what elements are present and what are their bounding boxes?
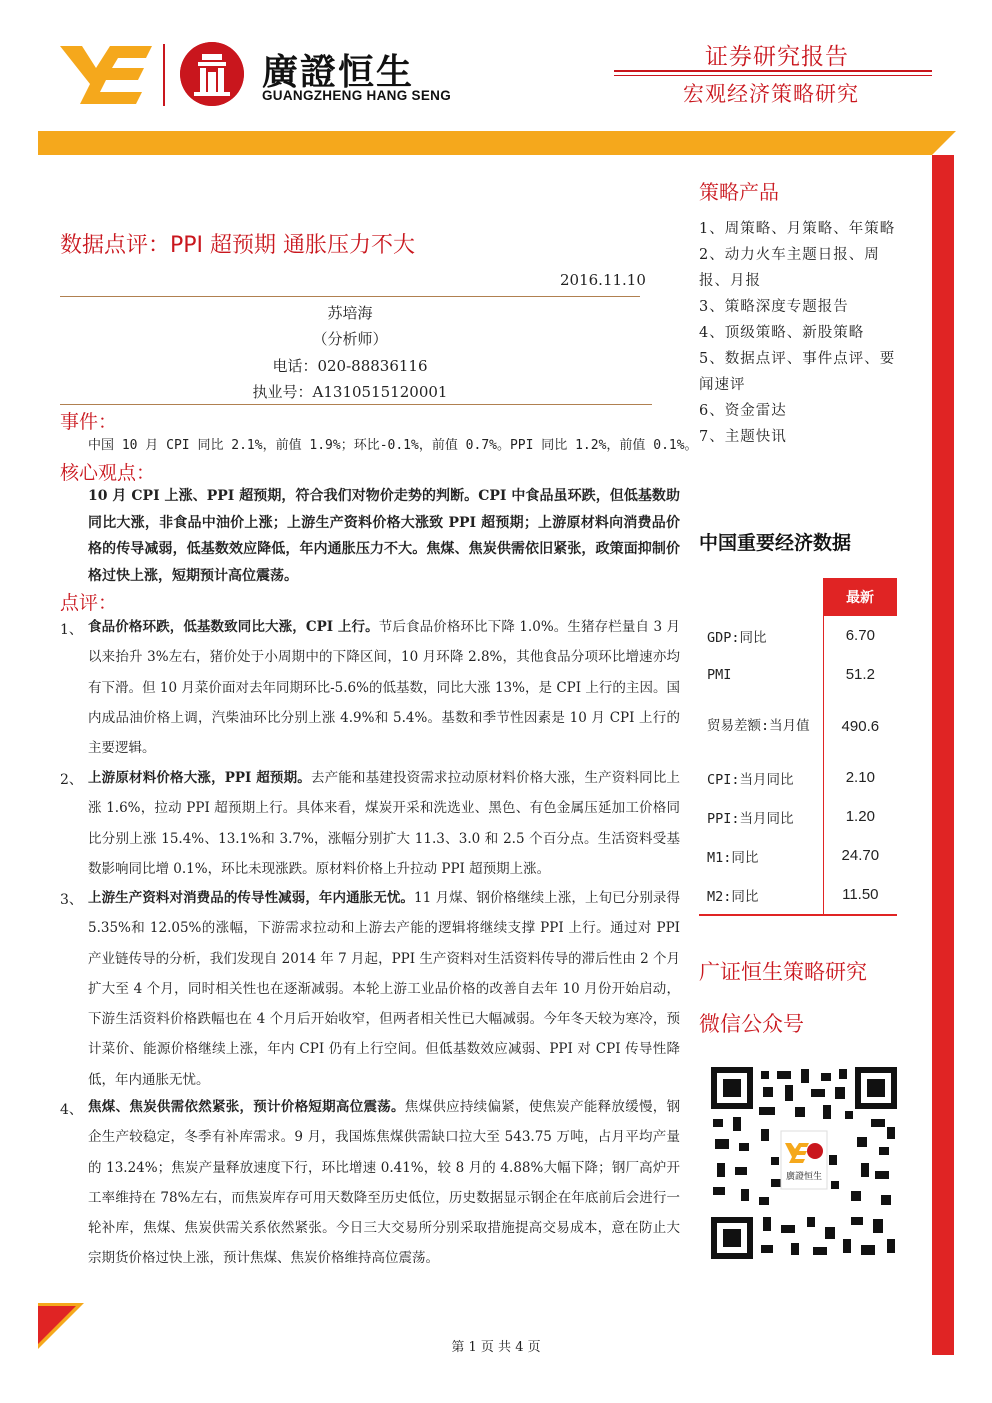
table-cell-value: 24.70 bbox=[823, 836, 897, 875]
brand-seal-icon bbox=[180, 42, 244, 106]
products-list bbox=[699, 216, 904, 450]
author-name: 苏培海 bbox=[327, 304, 373, 322]
review-item bbox=[88, 883, 680, 1095]
wechat-subheading: 微信公众号 bbox=[699, 1012, 804, 1036]
product-item: 6、资金雷达 bbox=[699, 403, 787, 419]
wechat-heading: 广证恒生策略研究 bbox=[699, 960, 867, 984]
table-cell-label: PMI bbox=[707, 666, 732, 683]
table-cell-value: 11.50 bbox=[823, 875, 897, 915]
report-date: 2016.11.10 bbox=[560, 271, 646, 289]
report-subtype: 宏观经济策略研究 bbox=[683, 82, 859, 106]
table-row bbox=[699, 797, 897, 836]
review-item bbox=[88, 763, 680, 884]
product-item: 2、动力火车主题日报、周报、月报 bbox=[699, 247, 880, 289]
review-item-number: 3、 bbox=[60, 892, 83, 908]
table-cell-label: GDP:同比 bbox=[707, 629, 767, 646]
econ-data-heading: 中国重要经济数据 bbox=[699, 532, 852, 554]
product-item: 1、周策略、月策略、年策略 bbox=[699, 221, 896, 237]
core-text: 10 月 CPI 上涨、PPI 超预期，符合我们对物价走势的判断。CPI 中食品虽环跌，但低基数助同比大涨，非食品中油价上涨；上游生产资料价格大涨致 PPI 超预期；上游原材料向消费品价格的传导减弱，低基数效应降低，年内通胀压力不大。焦煤、焦炭供需依旧紧张，政策面抑制价格过快上涨，短期预计高位震荡。 bbox=[88, 488, 680, 584]
header-rule bbox=[614, 70, 932, 72]
table-row bbox=[699, 616, 897, 655]
review-item-number: 1、 bbox=[60, 622, 83, 638]
table-cell-value: 1.20 bbox=[823, 797, 897, 836]
review-item-body: 焦煤供应持续偏紧，使焦炭产能释放缓慢，钢企生产较稳定，冬季有补库需求。9 月，我国炼焦煤供需缺口拉大至 543.75 万吨，占月平均产量的 13.24%；焦炭产量释放速度下行，环比增速 0.41%，较 8 月的 4.88%大幅下降；钢厂高炉开工率维持在 78%左右，而焦炭库存可用天数降至历史低位，历史数据显示钢企在年底前后会进行一轮补库，焦煤、焦炭供需关系依然紧张。今日三大交易所分别采取措施提高交易成本，意在防止大宗期货价格过快上涨，预计焦煤、焦炭价格维持高位震荡。 bbox=[88, 1099, 680, 1267]
table-cell-label: M2:同比 bbox=[699, 875, 823, 915]
review-item-body: 11 月煤、钢价格继续上涨，上旬已分别录得 5.35%和 12.05%的涨幅，下游需求拉动和上游去产能的逻辑将继续支撑 PPI 上行。通过对 PPI 产业链传导的分析，我们发现自 2014 年 7 月起，PPI 生产资料对生活资料传导的滞后性由 2 个月扩大至 4 个月，同时相关性也在逐渐减弱。本轮上游工业品价格的改善自去年 10 月份开始启动，下游生活资料价格跌幅也在 4 个月后开始收窄，但两者相关性已大幅减弱。今年冬天较为寒冷，预计菜价、能源价格继续上涨，年内 CPI 仍有上行空间。但低基数效应减弱、PPI 对 CPI 传导性降低，年内通胀无忧。 bbox=[88, 890, 680, 1088]
review-item-body: 去产能和基建投资需求拉动原材料价格大涨，生产资料同比上涨 1.6%，拉动 PPI 超预期上行。具体来看，煤炭开采和洗选业、黑色、有色金属压延加工价格同比分别上涨 15.4%、13.1%和 3.7%，涨幅分别扩大 11.3、3.0 和 2.5 个百分点。生活资料受基数影响同比增 0.1%，环比未现涨跌。原材料价格上升拉动 PPI 超预期上涨。 bbox=[88, 770, 681, 877]
page-number: 第 1 页 共 4 页 bbox=[451, 1340, 541, 1355]
table-row bbox=[699, 655, 897, 694]
review-item-lead: 食品价格环跌，低基数致同比大涨，CPI 上行。 bbox=[88, 619, 379, 635]
table-row bbox=[699, 836, 897, 875]
table-cell-label: 贸易差额:当月值 bbox=[707, 718, 810, 734]
header-band-corner bbox=[932, 131, 956, 155]
product-item: 7、主题快讯 bbox=[699, 429, 787, 445]
review-item-number: 2、 bbox=[60, 772, 83, 788]
author-role: （分析师） bbox=[312, 330, 388, 348]
event-heading: 事件： bbox=[60, 411, 118, 433]
table-header-latest: 最新 bbox=[823, 578, 897, 616]
table-cell-label: CPI:当月同比 bbox=[707, 771, 794, 788]
review-item-lead: 上游原材料价格大涨，PPI 超预期。 bbox=[88, 770, 311, 786]
author-license: 执业号：A1310515120001 bbox=[252, 383, 448, 401]
table-cell-value: 51.2 bbox=[823, 655, 897, 694]
table-row bbox=[699, 694, 897, 758]
product-item: 3、策略深度专题报告 bbox=[699, 299, 849, 315]
table-header-row bbox=[699, 578, 897, 616]
brand-ye-logo-icon bbox=[60, 44, 152, 104]
product-item: 4、顶级策略、新股策略 bbox=[699, 325, 865, 341]
author-rule bbox=[60, 404, 652, 405]
review-item-number: 4、 bbox=[60, 1102, 83, 1118]
review-heading: 点评： bbox=[60, 592, 118, 614]
table-header-blank bbox=[699, 578, 823, 616]
brand-name-cn: 廣證恒生 bbox=[262, 52, 415, 93]
review-item-lead: 上游生产资料对消费品的传导性减弱，年内通胀无忧。 bbox=[88, 890, 415, 906]
header-band bbox=[38, 131, 932, 155]
table-cell-label: PPI:当月同比 bbox=[707, 810, 794, 827]
event-text: 中国 10 月 CPI 同比 2.1%，前值 1.9%；环比-0.1%，前值 0.7%。PPI 同比 1.2%，前值 0.1%。 bbox=[88, 438, 698, 453]
title-rule bbox=[60, 296, 640, 297]
table-row bbox=[699, 875, 897, 915]
table-row bbox=[699, 758, 897, 797]
logo-divider bbox=[163, 44, 165, 106]
review-item bbox=[88, 1092, 680, 1274]
side-band bbox=[932, 155, 954, 1355]
econ-data-table bbox=[699, 578, 897, 916]
page-title: 数据点评：PPI 超预期 通胀压力不大 bbox=[60, 233, 416, 258]
header-rule-thin bbox=[614, 75, 932, 76]
table-cell-value: 490.6 bbox=[823, 694, 897, 758]
products-heading: 策略产品 bbox=[699, 180, 779, 204]
review-item-body: 节后食品价格环比下降 1.0%。生猪存栏量自 3 月以来抬升 3%左右，猪价处于小周期中的下降区间，10 月环降 2.8%，其他食品分项环比增速亦均有下滑。但 10 月菜价面对去年同期环比-5.6%的低基数，同比大涨 13%，是 CPI 上行的主因。国内成品油价格上调，汽柴油环比分别上涨 4.9%和 5.4%。基数和季节性因素是 10 月 CPI 上行的主要逻辑。 bbox=[88, 619, 680, 757]
qr-brand-text: 廣證恒生 bbox=[785, 1172, 823, 1182]
review-item-lead: 焦煤、焦炭供需依然紧张，预计价格短期高位震荡。 bbox=[88, 1099, 405, 1115]
table-cell-value: 6.70 bbox=[823, 616, 897, 655]
table-cell-label: M1:同比 bbox=[707, 849, 759, 866]
review-item bbox=[88, 612, 680, 763]
product-item: 5、数据点评、事件点评、要闻速评 bbox=[699, 351, 896, 393]
core-heading: 核心观点： bbox=[60, 462, 156, 484]
author-phone: 电话：020-88836116 bbox=[272, 357, 428, 375]
report-type: 证券研究报告 bbox=[705, 44, 849, 70]
wechat-qr-code-icon[interactable] bbox=[711, 1067, 897, 1259]
brand-name-en: GUANGZHENG HANG SENG bbox=[262, 88, 452, 103]
table-cell-value: 2.10 bbox=[823, 758, 897, 797]
